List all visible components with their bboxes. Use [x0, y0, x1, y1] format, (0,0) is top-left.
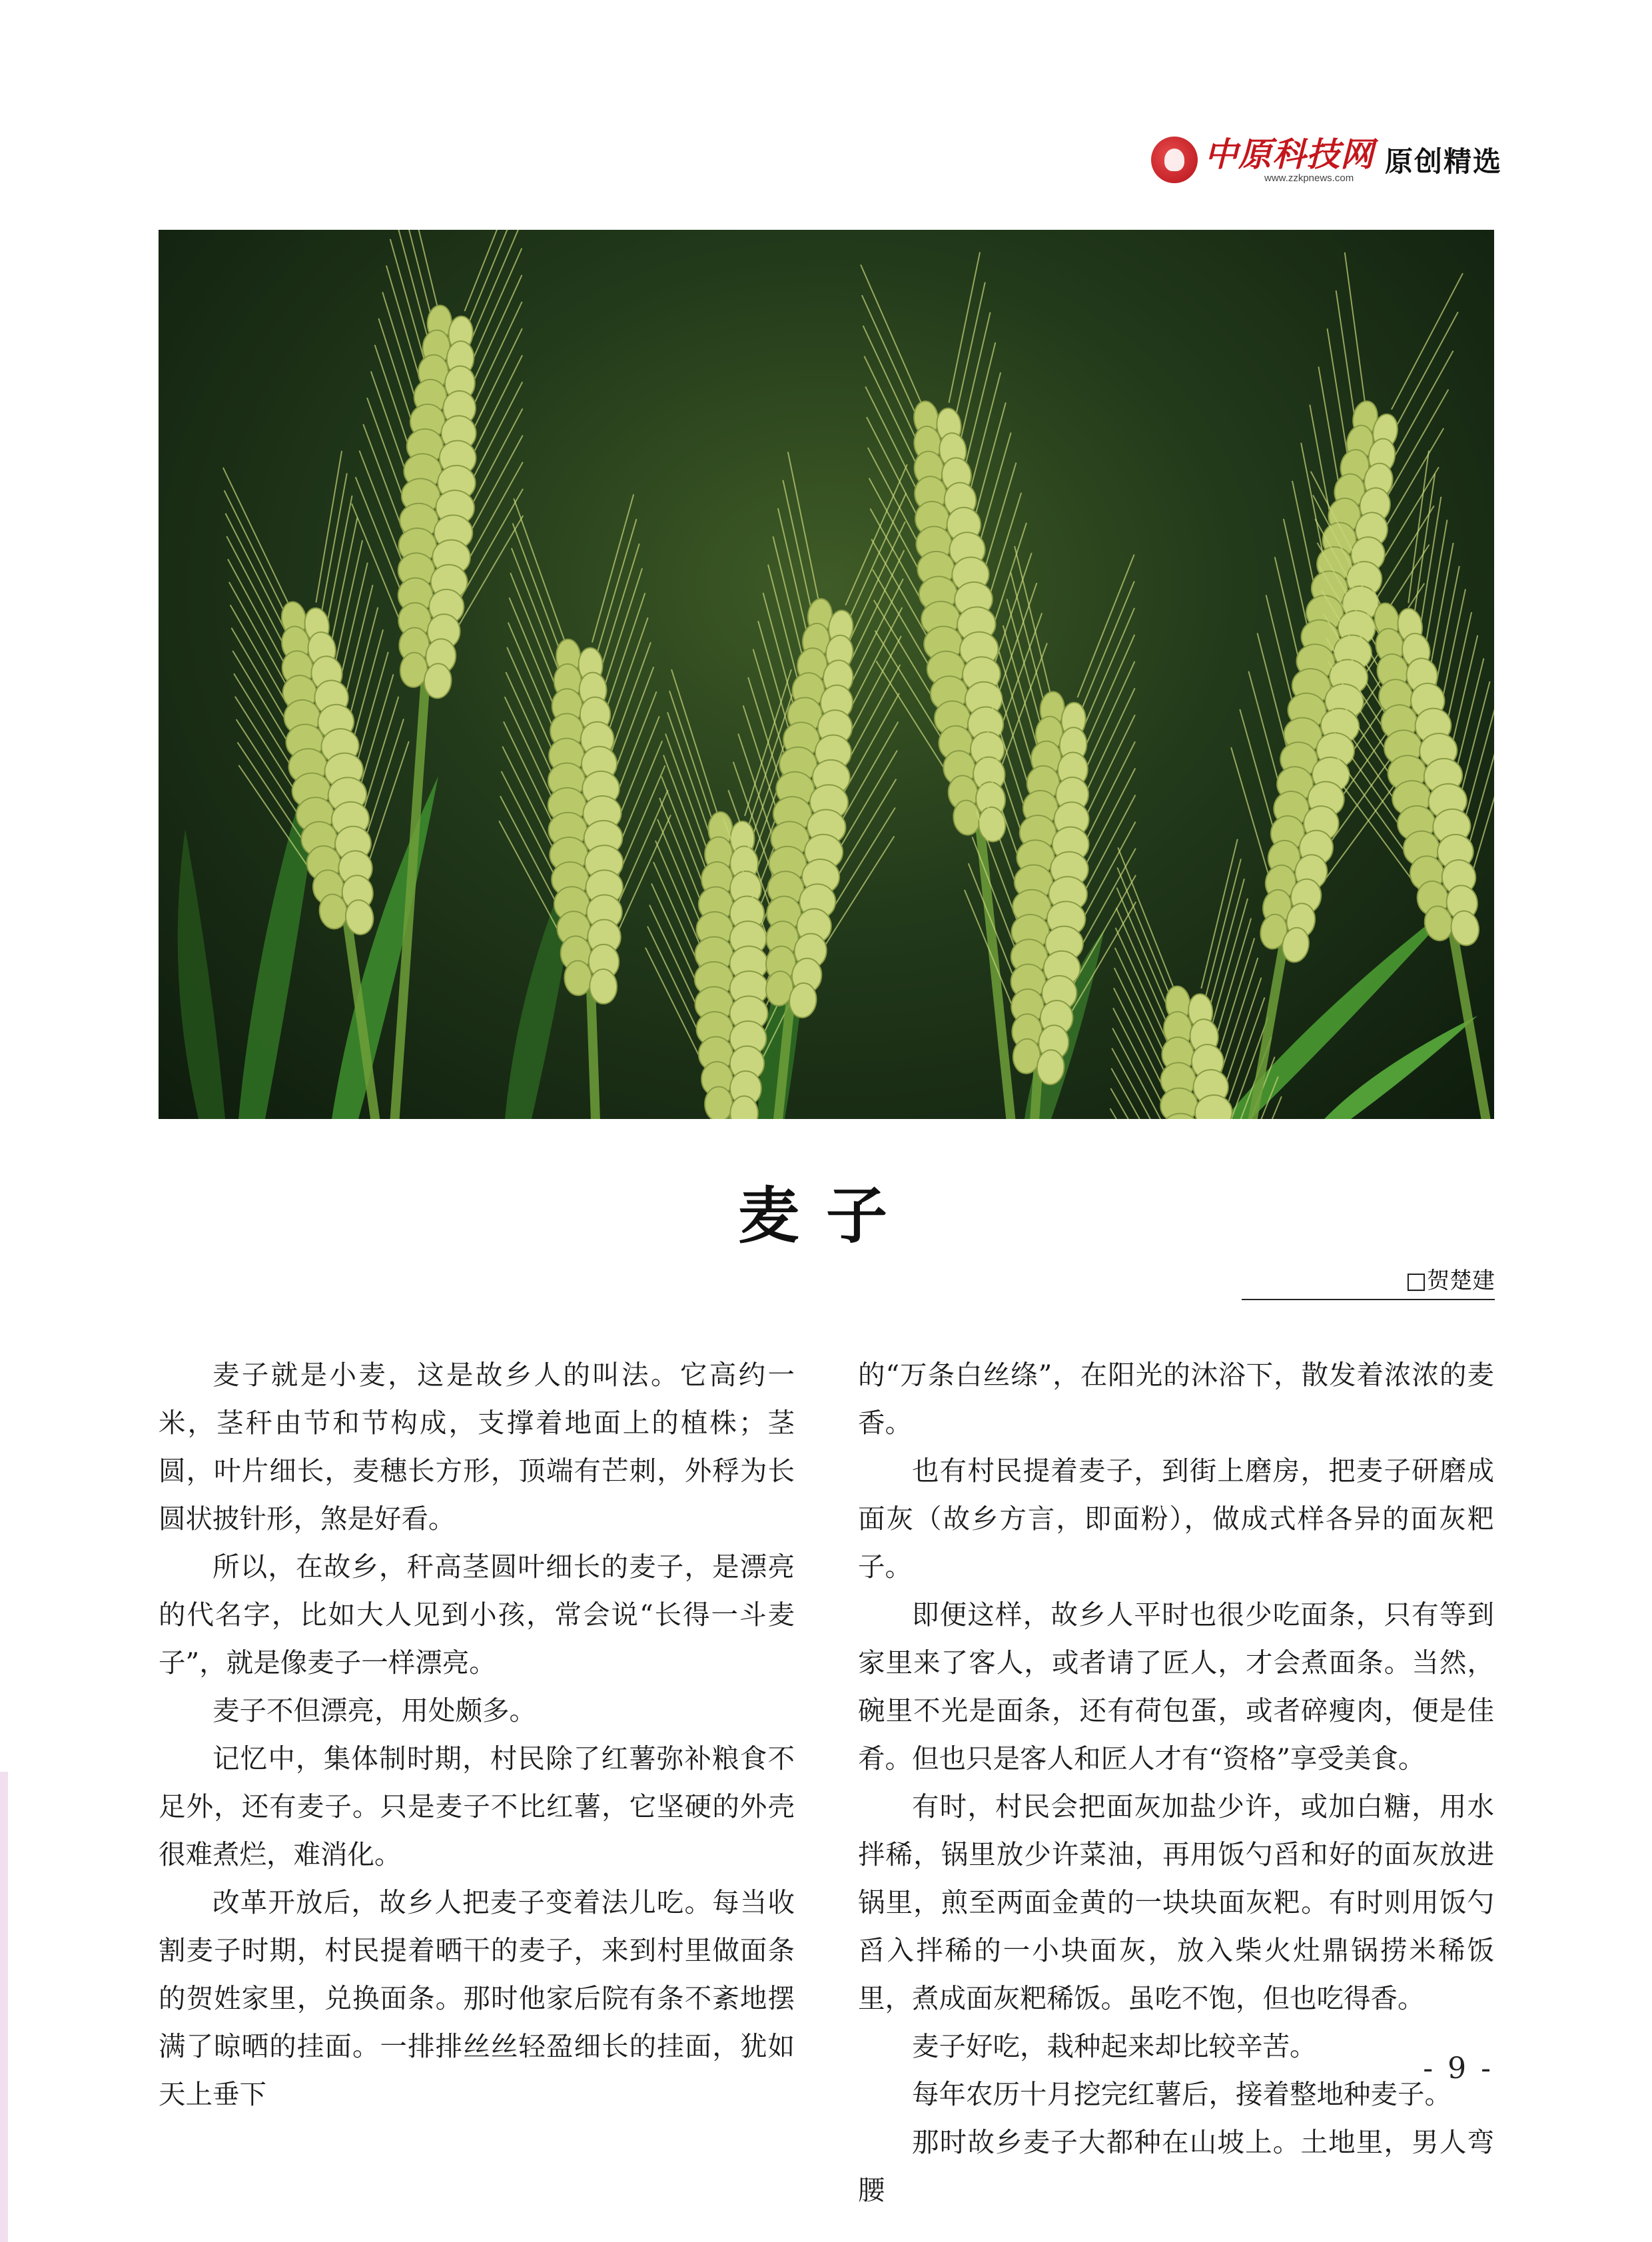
paragraph: 所以，在故乡，秆高茎圆叶细长的麦子，是漂亮的代名字，比如大人见到小孩，常会说“长得一斗麦子”，就是像麦子一样漂亮。 [159, 1551, 795, 1679]
logo [1204, 136, 1374, 184]
author-name: □贺楚建 [1405, 1268, 1495, 1294]
paragraph: 每年农历十月挖完红薯后，接着整地种麦子。 [912, 2078, 1451, 2110]
paragraph: 即便这样，故乡人平时也很少吃面条，只有等到家里来了客人，或者请了匠人，才会煮面条。当然，碗里不光是面条，还有荷包蛋，或者碎瘦肉，便是佳肴。但也只是客人和匠人才有“资格”享受美食。 [858, 1599, 1494, 1774]
page-edge-strip [0, 1772, 8, 2242]
paragraph: 麦子不但漂亮，用处颇多。 [212, 1694, 536, 1726]
article-title: 麦子 [737, 1180, 914, 1252]
paragraph: 麦子就是小麦，这是故乡人的叫法。它高约一米，茎秆由节和节构成，支撑着地面上的植株；茎圆，叶片细长，麦穗长方形，顶端有芒刺，外稃为长圆状披针形，煞是好看。 [159, 1359, 795, 1535]
paragraph: 那时故乡麦子大都种在山坡上。土地里，男人弯腰 [858, 2126, 1494, 2206]
body-column-right [858, 1351, 1494, 2214]
wheat-photo [159, 230, 1494, 1119]
paragraph: 麦子好吃，栽种起来却比较辛苦。 [912, 2030, 1317, 2062]
byline [1242, 1266, 1495, 1300]
paragraph-continued: 的“万条白丝绦”，在阳光的沐浴下，散发着浓浓的麦香。 [858, 1359, 1494, 1439]
section-label: 原创精选 [1384, 145, 1502, 178]
page-number: - 9 - [1423, 2052, 1493, 2085]
paragraph: 改革开放后，故乡人把麦子变着法儿吃。每当收割麦子时期，村民提着晒干的麦子，来到村里做面条的贺姓家里，兑换面条。那时他家后院有条不紊地摆满了晾晒的挂面。一排排丝丝轻盈细长的挂面，犹如天上垂下 [159, 1886, 795, 2110]
wheat-illustration [159, 230, 1494, 1119]
logo-icon [1151, 137, 1198, 183]
body-column-left [159, 1351, 795, 2118]
paragraph: 记忆中，集体制时期，村民除了红薯弥补粮食不足外，还有麦子。只是麦子不比红薯，它坚硬的外壳很难煮烂，难消化。 [159, 1742, 795, 1870]
paragraph: 有时，村民会把面灰加盐少许，或加白糖，用水拌稀，锅里放少许菜油，再用饭勺舀和好的面灰放进锅里，煎至两面金黄的一块块面灰粑。有时则用饭勺舀入拌稀的一小块面灰，放入柴火灶鼎锅捞米稀饭里，煮成面灰粑稀饭。虽吃不饱，但也吃得香。 [858, 1790, 1494, 2014]
logo-url: www.zzkpnews.com [1264, 173, 1354, 184]
logo-brand: 中原科技网 [1204, 135, 1374, 174]
masthead [1151, 133, 1502, 187]
paragraph: 也有村民提着麦子，到街上磨房，把麦子研磨成面灰（故乡方言，即面粉），做成式样各异的面灰粑子。 [858, 1455, 1494, 1583]
